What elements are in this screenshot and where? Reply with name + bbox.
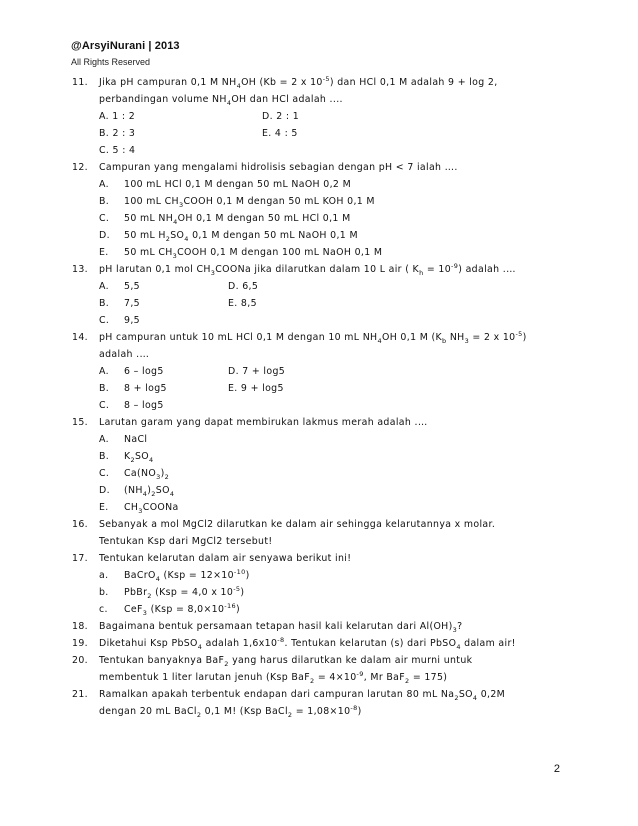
option-label: C. xyxy=(99,315,110,326)
page-number: 2 xyxy=(553,763,560,775)
options-row xyxy=(0,142,638,159)
question-text: Tentukan kelarutan dalam air senyawa berikut ini! xyxy=(99,553,352,564)
question-number: 14. xyxy=(72,332,88,343)
option-a: A. 1 : 2 xyxy=(99,111,136,122)
question-number: 18. xyxy=(72,621,88,632)
option-text: NaCl xyxy=(124,434,148,445)
question-list xyxy=(0,74,638,720)
question-number: 13. xyxy=(72,264,88,275)
option-d: D. 6,5 xyxy=(228,281,259,292)
options-row xyxy=(0,125,638,142)
option-e: E. 9 + log5 xyxy=(228,383,284,394)
question-text: Ramalkan apakah terbentuk endapan dari campuran larutan 80 mL $Na_2SO_4$ 0,2M xyxy=(99,689,506,702)
option-b: B. 2 : 3 xyxy=(99,128,136,139)
option-label: A. xyxy=(99,179,109,190)
option-text: PbBr$_2$ (Ksp = 4,0 x $10^{-5}$) xyxy=(124,584,245,600)
question-text: Diketahui Ksp PbSO$_4$ adalah $1,6x10^{-8}$. Tentukan kelarutan (s) dari PbSO$_4$ dalam air! xyxy=(99,635,516,651)
question-number: 17. xyxy=(72,553,88,564)
question-text: Sebanyak a mol MgCl2 dilarutkan ke dalam air sehingga kelarutannya x molar. xyxy=(99,519,496,530)
question-text-cont: dengan 20 mL BaCl$_2$ 0,1 M! (Ksp BaCl$_2$ = $1,08\times 10^{-8}$) xyxy=(99,703,362,719)
option-c: 8 – log5 xyxy=(124,400,164,411)
option-text: $(NH_4)_2SO_4$ xyxy=(124,485,175,498)
question-20 xyxy=(0,652,638,669)
question-text: Tentukan banyaknya BaF$_2$ yang harus dilarutkan ke dalam air murni untuk xyxy=(99,655,473,668)
question-text: Jika pH campuran 0,1 M $NH_4OH$ (Kb = 2 x $10^{-5}$) dan HCl 0,1 M adalah 9 + log 2, xyxy=(99,74,498,90)
option-b: 8 + log5 xyxy=(124,383,167,394)
option-c: C. 5 : 4 xyxy=(99,145,136,156)
option-text: 50 mL $NH_4OH$ 0,1 M dengan 50 mL HCl 0,1 M xyxy=(124,213,351,226)
header-title: @ArsyiNurani | 2013 xyxy=(71,40,180,52)
option-c: 9,5 xyxy=(124,315,140,326)
option-text: 50 mL $H_2SO_4$ 0,1 M dengan 50 mL NaOH 0,1 M xyxy=(124,230,358,243)
option-label: D. xyxy=(99,230,110,241)
option-label: b. xyxy=(99,587,109,598)
question-21 xyxy=(0,686,638,703)
option-text: $Ca(NO_3)_2$ xyxy=(124,468,170,481)
question-number: 20. xyxy=(72,655,88,666)
question-text: Bagaimana bentuk persamaan tetapan hasil kali kelarutan dari $Al(OH)_3$? xyxy=(99,621,463,634)
question-text-cont: membentuk 1 liter larutan jenuh (Ksp $BaF_2 = 4\times 10^{-9}$, Mr BaF$_2$ = 175) xyxy=(99,669,448,685)
question-14 xyxy=(0,329,638,346)
option-label: B. xyxy=(99,298,110,309)
question-number: 21. xyxy=(72,689,88,700)
question-text-cont: Tentukan Ksp dari MgCl2 tersebut! xyxy=(99,536,273,547)
question-text: Larutan garam yang dapat membirukan lakmus merah adalah .… xyxy=(99,417,428,428)
option-a: 5,5 xyxy=(124,281,140,292)
question-number: 15. xyxy=(72,417,88,428)
question-text-cont: adalah .… xyxy=(99,349,150,360)
question-number: 12. xyxy=(72,162,88,173)
option-text: 100 mL HCl 0,1 M dengan 50 mL NaOH 0,2 M xyxy=(124,179,352,190)
option-label: C. xyxy=(99,213,110,224)
question-text: pH larutan 0,1 mol $CH_3COONa$ jika dilarutkan dalam 10 L air ( $K_h = 10^{-9}$) adalah .… xyxy=(99,261,516,277)
option-label: D. xyxy=(99,485,110,496)
option-text: 50 mL $CH_3COOH$ 0,1 M dengan 100 mL NaOH 0,1 M xyxy=(124,247,383,260)
option-label: C. xyxy=(99,400,110,411)
option-label: B. xyxy=(99,196,110,207)
option-text: CeF$_3$ $(Ksp = 8,0\times 10^{-16})$ xyxy=(124,601,240,617)
option-label: A. xyxy=(99,434,109,445)
option-b: 7,5 xyxy=(124,298,140,309)
question-text-cont: perbandingan volume $NH_4OH$ dan HCl adalah .... xyxy=(99,94,343,107)
option-label: E. xyxy=(99,502,109,513)
question-number: 11. xyxy=(72,77,88,88)
question-text: Campuran yang mengalami hidrolisis sebagian dengan pH < 7 ialah …. xyxy=(99,162,458,173)
question-16 xyxy=(0,516,638,533)
option-text: 100 mL $CH_3COOH$ 0,1 M dengan 50 mL KOH 0,1 M xyxy=(124,196,375,209)
option-e: E. 8,5 xyxy=(228,298,257,309)
option-label: E. xyxy=(99,247,109,258)
option-label: A. xyxy=(99,366,109,377)
question-19 xyxy=(0,635,638,652)
option-label: B. xyxy=(99,451,110,462)
option-label: B. xyxy=(99,383,110,394)
question-number: 19. xyxy=(72,638,88,649)
question-text: pH campuran untuk 10 mL HCl 0,1 M dengan 10 mL $NH_4OH$ 0,1 M ($K_b$ $NH_3 = 2$ x $10^{-5}$) xyxy=(99,329,527,345)
options-row xyxy=(0,108,638,125)
question-15 xyxy=(0,414,638,431)
question-17 xyxy=(0,550,638,567)
option-d: D. 2 : 1 xyxy=(262,111,300,122)
option-text: BaCrO$_4$ $(Ksp = 12\times 10^{-10})$ xyxy=(124,567,250,583)
question-number: 16. xyxy=(72,519,88,530)
option-a: 6 – log5 xyxy=(124,366,164,377)
question-12 xyxy=(0,159,638,176)
option-text: $CH_3COONa$ xyxy=(124,502,179,515)
option-d: D. 7 + log5 xyxy=(228,366,286,377)
option-e: E. 4 : 5 xyxy=(262,128,298,139)
option-label: c. xyxy=(99,604,108,615)
question-13 xyxy=(0,261,638,278)
header-subtitle: All Rights Reserved xyxy=(71,57,151,67)
option-label: A. xyxy=(99,281,109,292)
option-text: $K_2SO_4$ xyxy=(124,451,154,464)
question-18 xyxy=(0,618,638,635)
option-label: a. xyxy=(99,570,109,581)
question-11 xyxy=(0,74,638,91)
option-label: C. xyxy=(99,468,110,479)
